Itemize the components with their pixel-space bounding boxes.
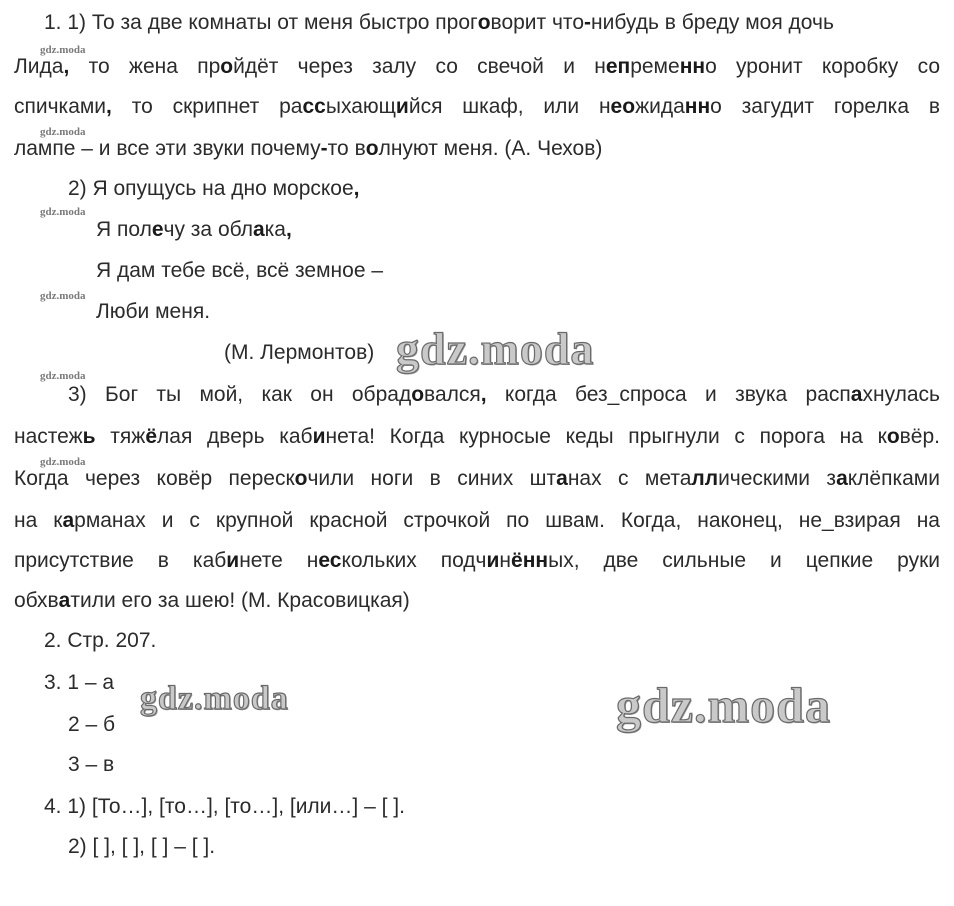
task3-line1: 3. 1 – а: [44, 671, 115, 694]
watermark-large: gdz.moda: [616, 677, 831, 733]
watermark-small: gdz.moda: [40, 370, 86, 382]
watermark-small: gdz.moda: [40, 206, 86, 218]
task1-p1-line4: лампе – и все эти звуки почему-то волнуют меня. (А. Чехов): [14, 137, 603, 160]
watermark-small: gdz.moda: [40, 126, 86, 138]
task1-p3-line6: обхватили его за шею! (М. Красовицкая): [14, 589, 410, 612]
task1-p2-line2: Я полечу за облака,: [96, 218, 292, 241]
task1-p2-line1: 2) Я опущусь на дно морское,: [68, 177, 360, 200]
task1-p2-line3: Я дам тебе всё, всё земное –: [96, 259, 384, 282]
task1-p1-line3: спичками, то скрипнет рассыхающийся шкаф, или неожиданно загудит горелка в: [14, 95, 940, 118]
task1-p3-line3: Когда через ковёр перескочили ноги в синих штанах с металлическими заклёпками: [14, 467, 940, 490]
task4-line2: 2) [ ], [ ], [ ] – [ ].: [68, 835, 216, 858]
task3-line3: 3 – в: [68, 753, 115, 776]
watermark-large: gdz.moda: [396, 323, 595, 374]
task1-p2-line4: Люби меня.: [96, 300, 211, 323]
task1-p1-line2: Лида, то жена пройдёт через залу со свечой и непременно уронит коробку со: [14, 55, 940, 78]
task2-text: 2. Стр. 207.: [44, 629, 157, 652]
task1-p2-author: (М. Лермонтов): [224, 341, 375, 364]
watermark-small: gdz.moda: [40, 456, 86, 468]
task1-p3-line5: присутствие в кабинете нескольких подчинённых, две сильные и цепкие руки: [14, 549, 940, 572]
task3-line2: 2 – б: [68, 713, 116, 736]
task1-p1-line1: 1. 1) То за две комнаты от меня быстро проговорит что-нибудь в бреду моя дочь: [44, 11, 834, 34]
task1-p3-line4: на карманах и с крупной красной строчкой по швам. Когда, наконец, не_взирая на: [14, 509, 940, 532]
task1-p3-line2: настежь тяжёлая дверь кабинета! Когда курносые кеды прыгнули с порога на ковёр.: [14, 425, 940, 448]
watermark-large: gdz.moda: [140, 680, 289, 717]
watermark-small: gdz.moda: [40, 290, 86, 302]
task1-p3-line1: 3) Бог ты мой, как он обрадовался, когда без_спроса и звука распахнулась: [68, 383, 940, 406]
task4-line1: 4. 1) [То…], [то…], [то…], [или…] – [ ].: [44, 795, 405, 818]
watermark-small: gdz.moda: [40, 44, 86, 56]
